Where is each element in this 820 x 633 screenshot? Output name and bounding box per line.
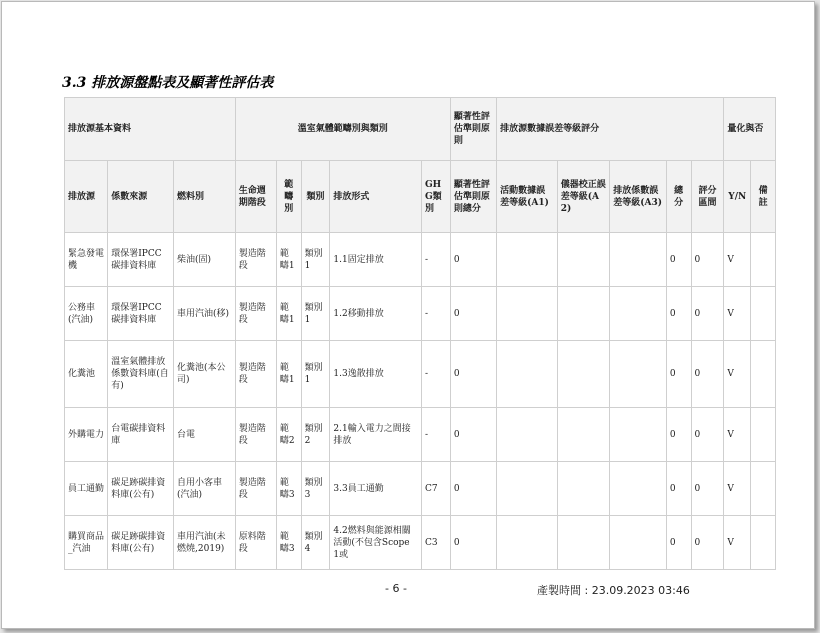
cell-yn: V bbox=[724, 462, 751, 516]
col-zone: 評分區間 bbox=[691, 161, 724, 233]
cell-a3 bbox=[610, 287, 667, 341]
cell-sig: 0 bbox=[450, 462, 496, 516]
cell-note bbox=[751, 516, 776, 570]
cell-a2 bbox=[557, 462, 609, 516]
cell-ghg: C3 bbox=[421, 516, 450, 570]
page-number: - 6 - bbox=[385, 582, 407, 595]
section-title: 3.3 排放源盤點表及顯著性評估表 bbox=[62, 75, 274, 91]
group-quant: 量化與否 bbox=[724, 98, 776, 161]
col-source: 排放源 bbox=[65, 161, 108, 233]
cell-note bbox=[751, 341, 776, 408]
cell-form: 1.1固定排放 bbox=[330, 233, 422, 287]
cell-stage: 原料階段 bbox=[235, 516, 276, 570]
cell-yn: V bbox=[724, 287, 751, 341]
col-total: 總分 bbox=[666, 161, 691, 233]
col-note: 備註 bbox=[751, 161, 776, 233]
col-form: 排放形式 bbox=[330, 161, 422, 233]
cell-yn: V bbox=[724, 341, 751, 408]
cell-zone: 0 bbox=[691, 233, 724, 287]
cell-sig: 0 bbox=[450, 408, 496, 462]
cell-factor: 環保署IPCC碳排資料庫 bbox=[108, 233, 174, 287]
cell-scope: 範疇1 bbox=[276, 341, 301, 408]
cell-ghg: C7 bbox=[421, 462, 450, 516]
cell-stage: 製造階段 bbox=[235, 408, 276, 462]
col-fuel: 燃料別 bbox=[174, 161, 236, 233]
cell-factor: 碳足跡碳排資料庫(公有) bbox=[108, 516, 174, 570]
cell-ghg: - bbox=[421, 341, 450, 408]
cell-category: 類別4 bbox=[301, 516, 330, 570]
cell-factor: 溫室氣體排放係數資料庫(自有) bbox=[108, 341, 174, 408]
cell-category: 類別2 bbox=[301, 408, 330, 462]
cell-a1 bbox=[497, 462, 558, 516]
table-row bbox=[65, 233, 776, 287]
cell-stage: 製造階段 bbox=[235, 341, 276, 408]
cell-note bbox=[751, 408, 776, 462]
group-basic: 排放源基本資料 bbox=[65, 98, 236, 161]
cell-stage: 製造階段 bbox=[235, 287, 276, 341]
table-row bbox=[65, 287, 776, 341]
col-ghg: GHG類別 bbox=[421, 161, 450, 233]
cell-source: 緊急發電機 bbox=[65, 233, 108, 287]
cell-a3 bbox=[610, 516, 667, 570]
col-category: 類別 bbox=[301, 161, 330, 233]
emission-source-table bbox=[64, 97, 776, 570]
cell-note bbox=[751, 233, 776, 287]
group-scope: 溫室氣體範疇別與類別 bbox=[235, 98, 450, 161]
col-scope: 範疇別 bbox=[276, 161, 301, 233]
cell-sig: 0 bbox=[450, 287, 496, 341]
group-principle: 顯著性評估準則原則 bbox=[450, 98, 496, 161]
cell-total: 0 bbox=[666, 462, 691, 516]
cell-form: 1.2移動排放 bbox=[330, 287, 422, 341]
cell-sig: 0 bbox=[450, 341, 496, 408]
column-header-row bbox=[65, 161, 776, 233]
cell-a2 bbox=[557, 341, 609, 408]
col-factor: 係數來源 bbox=[108, 161, 174, 233]
col-stage: 生命週期階段 bbox=[235, 161, 276, 233]
cell-scope: 範疇3 bbox=[276, 516, 301, 570]
cell-category: 類別1 bbox=[301, 287, 330, 341]
cell-a1 bbox=[497, 516, 558, 570]
cell-category: 類別3 bbox=[301, 462, 330, 516]
cell-fuel: 車用汽油(移) bbox=[174, 287, 236, 341]
cell-fuel: 柴油(固) bbox=[174, 233, 236, 287]
cell-total: 0 bbox=[666, 516, 691, 570]
cell-fuel: 車用汽油(未燃燒,2019) bbox=[174, 516, 236, 570]
cell-scope: 範疇3 bbox=[276, 462, 301, 516]
cell-zone: 0 bbox=[691, 408, 724, 462]
cell-a3 bbox=[610, 341, 667, 408]
cell-scope: 範疇1 bbox=[276, 233, 301, 287]
cell-sig: 0 bbox=[450, 233, 496, 287]
col-yn: Y/N bbox=[724, 161, 751, 233]
cell-stage: 製造階段 bbox=[235, 462, 276, 516]
table-row bbox=[65, 516, 776, 570]
cell-a1 bbox=[497, 408, 558, 462]
cell-yn: V bbox=[724, 408, 751, 462]
cell-scope: 範疇2 bbox=[276, 408, 301, 462]
col-a1: 活動數據誤差等級(A1) bbox=[497, 161, 558, 233]
generated-timestamp: 產製時間 : 23.09.2023 03:46 bbox=[537, 584, 690, 597]
cell-factor: 台電碳排資料庫 bbox=[108, 408, 174, 462]
cell-total: 0 bbox=[666, 408, 691, 462]
cell-category: 類別1 bbox=[301, 233, 330, 287]
table-row bbox=[65, 408, 776, 462]
cell-ghg: - bbox=[421, 287, 450, 341]
cell-source: 購買商品_汽油 bbox=[65, 516, 108, 570]
cell-a1 bbox=[497, 341, 558, 408]
cell-total: 0 bbox=[666, 287, 691, 341]
cell-a1 bbox=[497, 287, 558, 341]
group-header-row bbox=[65, 98, 776, 161]
cell-note bbox=[751, 462, 776, 516]
cell-yn: V bbox=[724, 233, 751, 287]
cell-fuel: 台電 bbox=[174, 408, 236, 462]
cell-ghg: - bbox=[421, 233, 450, 287]
cell-source: 公務車(汽油) bbox=[65, 287, 108, 341]
cell-a1 bbox=[497, 233, 558, 287]
cell-source: 化糞池 bbox=[65, 341, 108, 408]
cell-form: 3.3員工通勤 bbox=[330, 462, 422, 516]
cell-yn: V bbox=[724, 516, 751, 570]
cell-fuel: 化糞池(本公司) bbox=[174, 341, 236, 408]
cell-factor: 碳足跡碳排資料庫(公有) bbox=[108, 462, 174, 516]
cell-total: 0 bbox=[666, 341, 691, 408]
cell-a3 bbox=[610, 408, 667, 462]
col-a3: 排放係數誤差等級(A3) bbox=[610, 161, 667, 233]
cell-a2 bbox=[557, 408, 609, 462]
table-row bbox=[65, 462, 776, 516]
cell-stage: 製造階段 bbox=[235, 233, 276, 287]
cell-form: 2.1輸入電力之間接排放 bbox=[330, 408, 422, 462]
cell-source: 外購電力 bbox=[65, 408, 108, 462]
document-page bbox=[1, 1, 815, 629]
cell-zone: 0 bbox=[691, 341, 724, 408]
cell-factor: 環保署IPCC碳排資料庫 bbox=[108, 287, 174, 341]
cell-note bbox=[751, 287, 776, 341]
cell-zone: 0 bbox=[691, 287, 724, 341]
cell-a2 bbox=[557, 516, 609, 570]
cell-form: 1.3逸散排放 bbox=[330, 341, 422, 408]
cell-source: 員工通勤 bbox=[65, 462, 108, 516]
cell-a2 bbox=[557, 233, 609, 287]
cell-sig: 0 bbox=[450, 516, 496, 570]
cell-fuel: 自用小客車(汽油) bbox=[174, 462, 236, 516]
col-a2: 儀器校正誤差等級(A2) bbox=[557, 161, 609, 233]
cell-a3 bbox=[610, 233, 667, 287]
cell-ghg: - bbox=[421, 408, 450, 462]
cell-a3 bbox=[610, 462, 667, 516]
cell-total: 0 bbox=[666, 233, 691, 287]
group-error: 排放源數據誤差等級評分 bbox=[497, 98, 724, 161]
cell-zone: 0 bbox=[691, 516, 724, 570]
cell-form: 4.2燃料與能源相關活動(不包含Scope 1或 bbox=[330, 516, 422, 570]
col-sig-total: 顯著性評估準則原則總分 bbox=[450, 161, 496, 233]
cell-zone: 0 bbox=[691, 462, 724, 516]
table-row bbox=[65, 341, 776, 408]
cell-a2 bbox=[557, 287, 609, 341]
cell-scope: 範疇1 bbox=[276, 287, 301, 341]
cell-category: 類別1 bbox=[301, 341, 330, 408]
